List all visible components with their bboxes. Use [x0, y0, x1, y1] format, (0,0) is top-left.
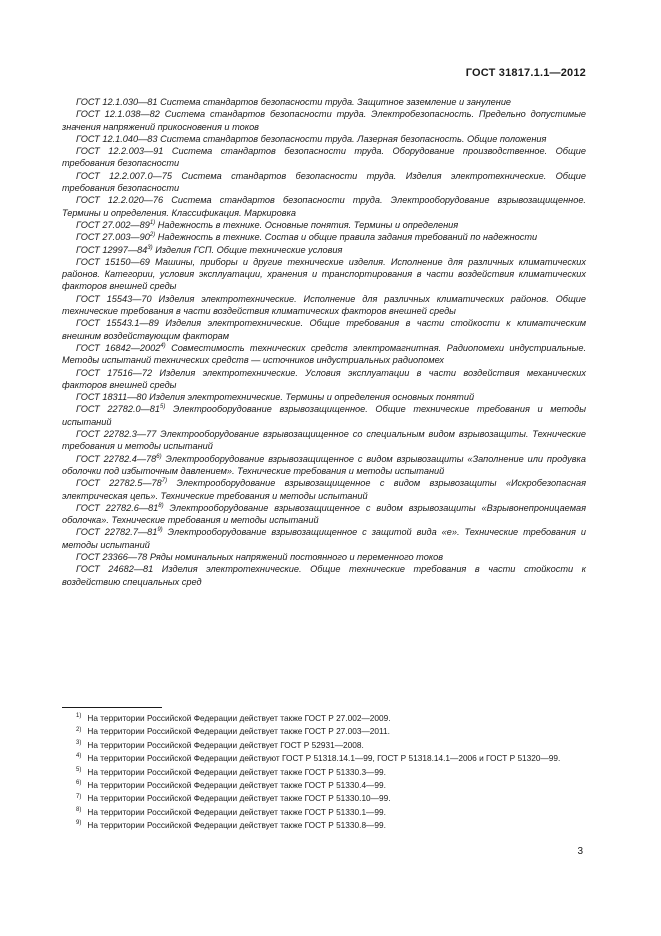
reference-item: ГОСТ 22782.6—81$^{8)}$ Электрооборудование взрывозащищенное с видом взрывозащиты «Взрывонепроницаемая оболочка». Технические требования и методы испытаний — [62, 502, 587, 526]
footnote: $^{9)}$ На территории Российской Федерации действует также ГОСТ Р 51330.8—99. — [76, 820, 386, 831]
reference-item: ГОСТ 27.003—90$^{2)}$ Надежность в технике. Состав и общие правила задания требований по надежности — [76, 232, 538, 243]
document-id-header: ГОСТ 31817.1.1—2012 — [465, 67, 586, 79]
footnotes — [62, 712, 586, 833]
reference-item: ГОСТ 27.002—89$^{1)}$ Надежность в технике. Основные понятия. Термины и определения — [76, 219, 459, 230]
reference-item: ГОСТ 18311—80 Изделия электротехнические. Термины и определения основных понятий — [76, 392, 475, 403]
reference-item: ГОСТ 15543.1—89 Изделия электротехнические. Общие требования в части стойкости к климатическим внешним воздействующим факторам — [62, 318, 586, 341]
reference-item: ГОСТ 12.1.040—83 Система стандартов безопасности труда. Лазерная безопасность. Общие положения — [76, 133, 547, 144]
reference-item: ГОСТ 12997—84$^{3)}$ Изделия ГСП. Общие технические условия — [76, 244, 343, 255]
reference-item: ГОСТ 22782.0—81$^{5)}$ Электрооборудование взрывозащищенное. Общие технические требования и методы испытаний — [62, 404, 587, 427]
reference-item: ГОСТ 12.2.007.0—75 Система стандартов безопасности труда. Изделия электротехнические. Общие требования безопасности — [62, 170, 586, 194]
reference-item: ГОСТ 15543—70 Изделия электротехнические. Исполнение для различных климатических районов. Общие технические требования в части воздействия климатических факторов внешней среды — [62, 293, 586, 317]
footnote: $^{8)}$ На территории Российской Федерации действует также ГОСТ Р 51330.1—99. — [76, 806, 386, 817]
footnote: $^{7)}$ На территории Российской Федерации действует также ГОСТ Р 51330.10—99. — [76, 793, 391, 804]
reference-item: ГОСТ 22782.4—78$^{6)}$ Электрооборудование взрывозащищенное с видом взрывозащиты «Заполнение или продувка оболочки под избыточным давлением». Технические требования и методы испытаний — [62, 453, 586, 476]
footnote: $^{4)}$ На территории Российской Федерации действуют ГОСТ Р 51318.14.1—99, ГОСТ Р 51318.14.1—2006 и ГОСТ Р 51320—99. — [76, 753, 561, 764]
footnote: $^{2)}$ На территории Российской Федерации действует также ГОСТ Р 27.003—2011. — [76, 726, 390, 737]
reference-item: ГОСТ 12.1.030—81 Система стандартов безопасности труда. Защитное заземление и зануление — [76, 97, 512, 107]
footnote: $^{6)}$ На территории Российской Федерации действует также ГОСТ Р 51330.4—99. — [76, 780, 386, 791]
reference-item: ГОСТ 12.1.038—82 Система стандартов безопасности труда. Электробезопасность. Предельно допустимые значения напряжений прикосновения и токов — [62, 109, 586, 132]
reference-item: ГОСТ 16842—2002$^{4)}$ Совместимость технических средств электромагнитная. Радиопомехи индустриальные. Методы испытаний технических средств — источников индустриальных радиопомех — [62, 342, 586, 366]
footnote: $^{5)}$ На территории Российской Федерации действует также ГОСТ Р 51330.3—99. — [76, 766, 386, 777]
normative-references-list — [62, 96, 586, 588]
footnote: $^{1)}$ На территории Российской Федерации действует также ГОСТ Р 27.002—2009. — [76, 713, 391, 723]
reference-item: ГОСТ 24682—81 Изделия электротехнические. Общие технические требования в части стойкости к воздействию специальных сред — [62, 564, 586, 587]
footnote: $^{3)}$ На территории Российской Федерации действует ГОСТ Р 52931—2008. — [76, 739, 364, 750]
reference-item: ГОСТ 23366—78 Ряды номинальных напряжений постоянного и переменного токов — [76, 551, 444, 562]
reference-item: ГОСТ 22782.7—81$^{9)}$ Электрооборудование взрывозащищенное с защитой вида «е». Технические требования и методы испытаний — [62, 527, 586, 550]
reference-item: ГОСТ 22782.3—77 Электрооборудование взрывозащищенное со специальным видом взрывозащиты. Технические требования и методы испытаний — [62, 429, 586, 452]
reference-item: ГОСТ 22782.5—78$^{7)}$ Электрооборудование взрывозащищенное с видом взрывозащиты «Искробезопасная электрическая цепь». Технические требования и методы испытаний — [62, 478, 586, 501]
page-number: 3 — [577, 846, 583, 857]
footnote-separator — [62, 707, 162, 708]
reference-item: ГОСТ 15150—69 Машины, приборы и другие технические изделия. Исполнение для различных климатических районов. Категории, условия эксплуатации, хранения и транспортирования в части воздействия климатических факторов внешней среды — [62, 256, 586, 292]
reference-item: ГОСТ 17516—72 Изделия электротехнические. Условия эксплуатации в части воздействия механических факторов внешней среды — [62, 367, 586, 390]
reference-item: ГОСТ 12.2.020—76 Система стандартов безопасности труда. Электрооборудование взрывозащищенное. Термины и определения. Классификация. Маркировка — [62, 195, 586, 218]
reference-item: ГОСТ 12.2.003—91 Система стандартов безопасности труда. Оборудование производственное. Общие требования безопасности — [62, 146, 586, 169]
